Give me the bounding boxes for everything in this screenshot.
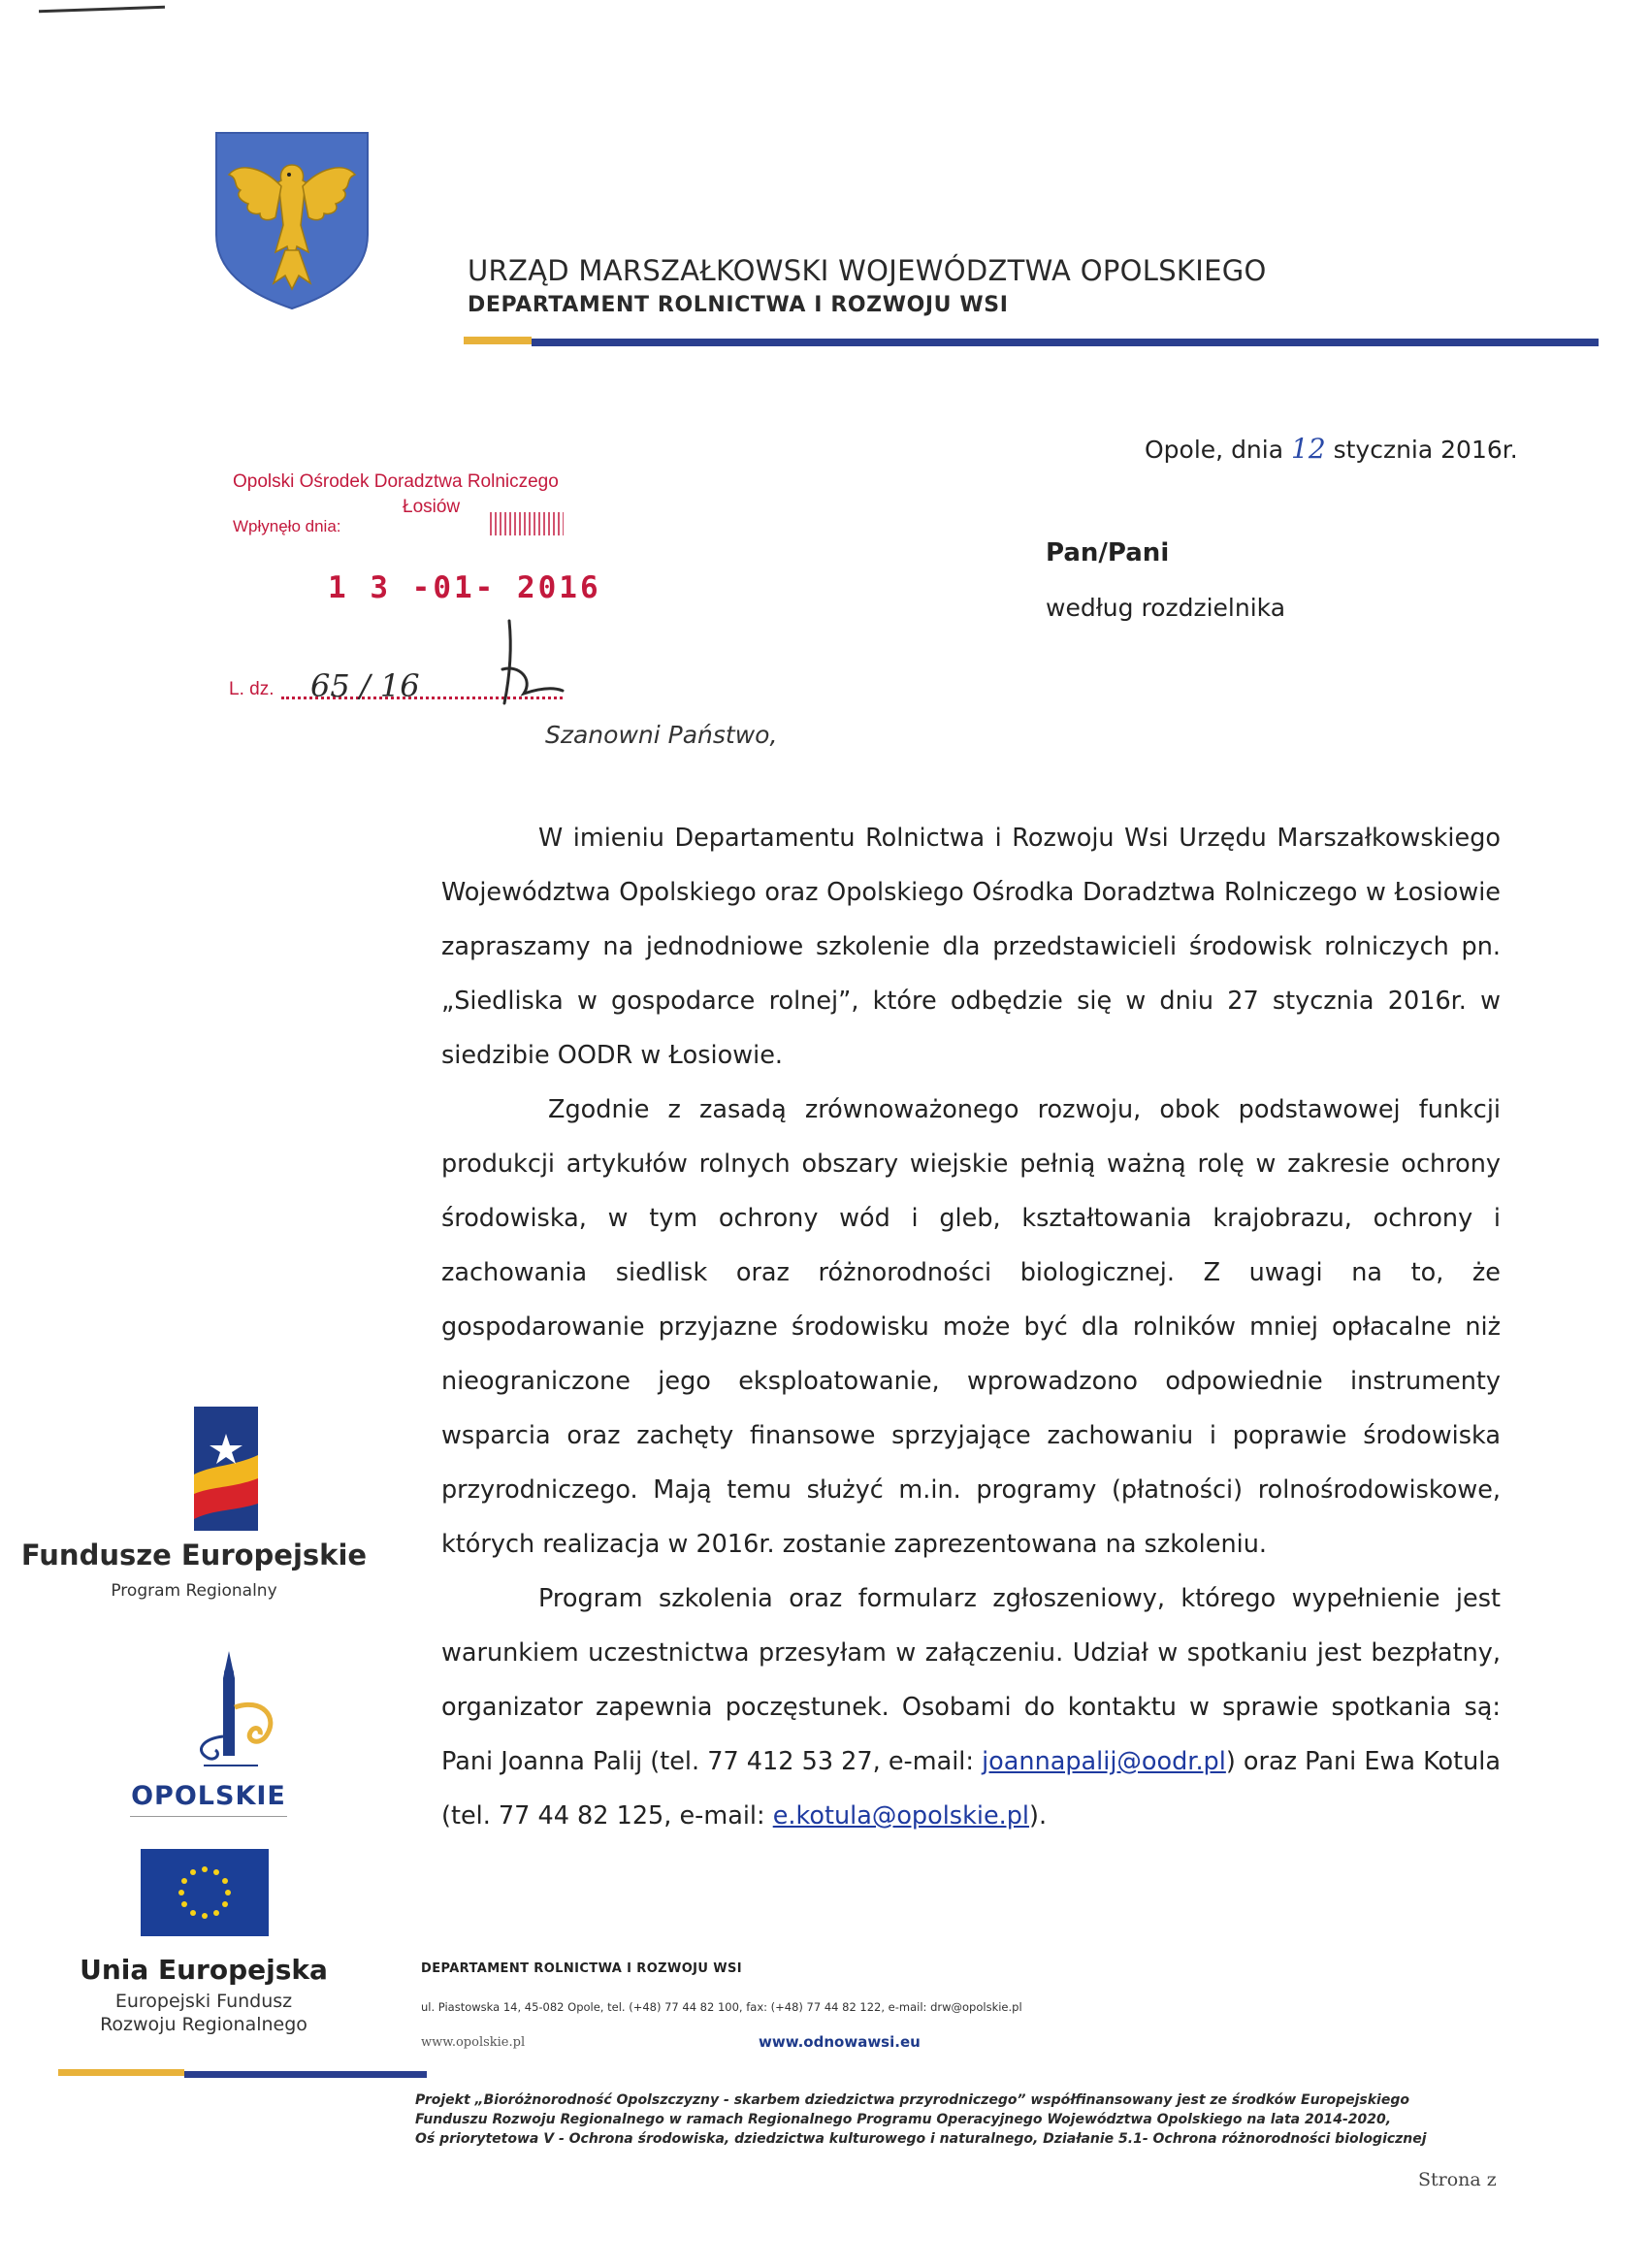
handwritten-signature [466,611,572,708]
footer-department: DEPARTAMENT ROLNICTWA I ROZWOJU WSI [421,1961,743,1976]
header-bar-navy [532,339,1599,346]
footer-bar-navy [184,2071,427,2078]
project-line-3: Oś priorytetowa V - Ochrona środowiska, dziedzictwa kulturowego i naturalnego, Działanie 5.1- Ochrona różnorodności biologicznej [415,2131,1427,2147]
letter-body [441,811,1501,1843]
stamp-ldz-label: L. dz. [229,679,275,699]
email-link-palij[interactable]: joannapalij@oodr.pl [982,1747,1226,1776]
stamp-received-label: Wpłynęło dnia: [233,517,341,535]
page-number: Strona z [1418,2169,1497,2190]
eu-flag [141,1849,269,1936]
paragraph-contacts [441,1571,1501,1843]
stamp-org: Opolski Ośrodek Doradztwa Rolniczego [233,471,559,492]
addressee-distribution: według rozdzielnika [1046,594,1286,622]
ue-subtitle-2: Rozwoju Regionalnego [100,2014,307,2035]
contacts-text-c: ). [1029,1801,1048,1831]
fe-title: Fundusze Europejskie [20,1539,368,1571]
project-note [415,2090,1502,2149]
scan-artifact-line [39,6,165,14]
stamp-received-date: 1 3 -01- 2016 [328,570,601,605]
date-day-handwritten: 12 [1291,433,1326,465]
opolskie-logo [165,1649,293,1775]
footer-bar-gold [58,2069,184,2076]
contacts-text-a: Program szkolenia oraz formularz zgłoszeniowy, którego wypełnienie jest warunkiem uczestnictwa przesyłam w załączeniu. Udział w spotkaniu jest bezpłatny, organizator zapewnia poczęstunek. Osobami do kontaktu w sprawie spotkania są: Pani Joanna Palij (tel. 77 412 53 27, e-mail: [441,1584,1501,1776]
stamp-ldz-number: 65 / 16 [310,667,420,704]
office-name: URZĄD MARSZAŁKOWSKI WOJEWÓDZTWA OPOLSKIEGO [468,254,1267,287]
project-line-2: Funduszu Rozwoju Regionalnego w ramach Regionalnego Programu Operacyjnego Województwa Opolskiego na lata 2014-2020, [415,2112,1392,2127]
salutation: Szanowni Państwo, [545,721,778,749]
fe-subtitle: Program Regionalny [111,1581,277,1601]
header-bar-gold [464,337,532,344]
date-suffix: stycznia 2016r. [1333,436,1518,464]
paragraph-invitation: W imieniu Departamentu Rolnictwa i Rozwoju Wsi Urzędu Marszałkowskiego Województwa Opolskiego oraz Opolskiego Ośrodka Doradztwa Rolniczego w Łosiowie zapraszamy na jednodniowe szkolenie dla przedstawicieli środowisk rolniczych pn. „Siedliska w gospodarce rolnej”, które odbędzie się w dniu 27 stycznia 2016r. w siedzibie OODR w Łosiowie. [441,824,1501,1070]
date-prefix: Opole, dnia [1145,436,1284,464]
department-name: DEPARTAMENT ROLNICTWA I ROZWOJU WSI [468,293,1009,317]
opolskie-coat-of-arms [211,128,372,312]
footer-website-opolskie[interactable]: www.opolskie.pl [421,2035,526,2050]
paragraph-context: Zgodnie z zasadą zrównoważonego rozwoju, obok podstawowej funkcji produkcji artykułów rolnych obszary wiejskie pełnią ważną rolę w zakresie ochrony środowiska, w tym ochrony wód i gleb, kształtowania krajobrazu, ochrony i zachowania siedlisk oraz różnorodności biologicznej. Z uwagi na to, że gospodarowanie przyjazne środowisku może być dla rolników mniej opłacalne niż nieograniczone jego eksploatowanie, wprowadzono odpowiednie instrumenty wsparcia oraz zachęty finansowe sprzyjające zachowaniu i poprawie środowiska przyrodniczego. Mają temu służyć m.in. programy (płatności) rolnośrodowiskowe, których realizacja w 2016r. zostanie zaprezentowana na szkoleniu. [441,1095,1501,1559]
stamp-city: Łosiów [403,497,461,517]
footer-website-odnowawsi[interactable]: www.odnowawsi.eu [759,2033,921,2051]
opolskie-underline [130,1816,287,1817]
ue-subtitle-1: Europejski Fundusz [114,1991,293,2012]
ue-title: Unia Europejska [80,1954,328,1986]
opolskie-wordmark: OPOLSKIE [131,1781,286,1811]
addressee-title: Pan/Pani [1046,538,1170,567]
stamp-dots [490,512,564,535]
project-line-1: Projekt „Bioróżnorodność Opolszczyzny - skarbem dziedzictwa przyrodniczego” współfinansowany jest ze środków Europejskiego [415,2092,1409,2108]
footer-address: ul. Piastowska 14, 45-082 Opole, tel. (+48) 77 44 82 100, fax: (+48) 77 44 82 122, e-mail: drw@opolskie.pl [421,2000,1022,2014]
contacts-text-b: ) oraz Pani Ewa Kotula (tel. 77 44 82 125, e-mail: [441,1747,1502,1831]
email-link-kotula[interactable]: e.kotula@opolskie.pl [772,1801,1030,1831]
letter-date [1145,433,1518,465]
fundusze-europejskie-logo [194,1407,258,1531]
